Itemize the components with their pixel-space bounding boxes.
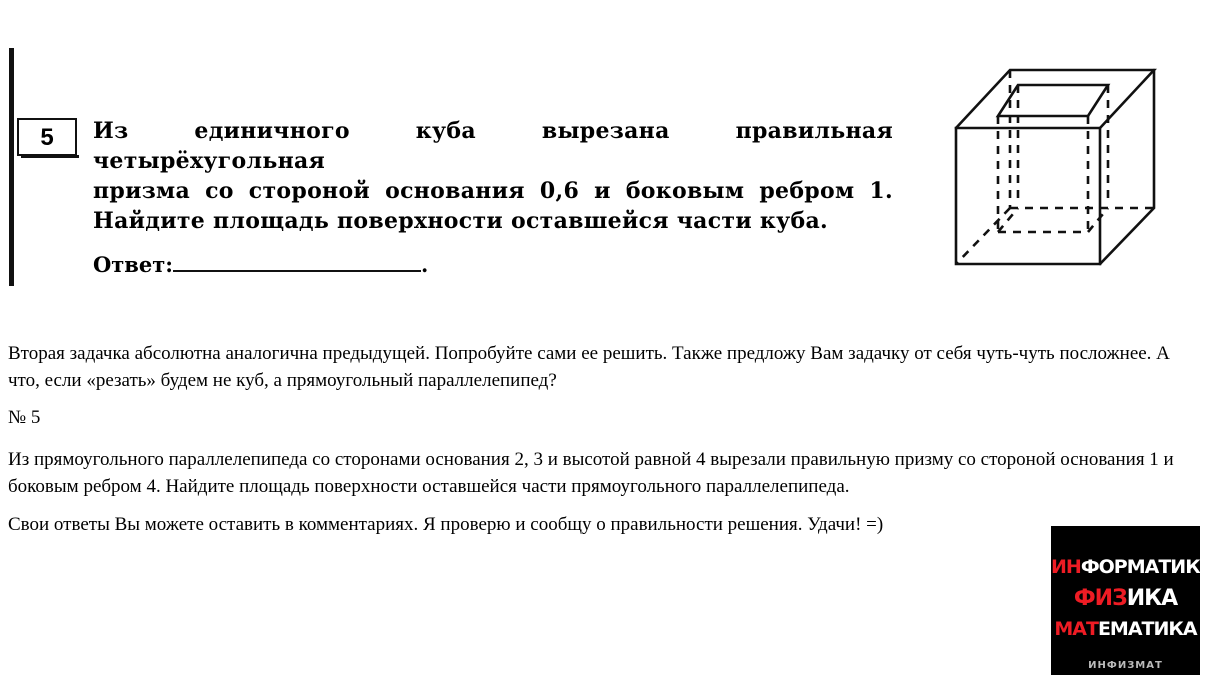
- cube-with-prism-diagram: [940, 58, 1170, 280]
- closing-paragraph: Свои ответы Вы можете оставить в комментариях. Я проверю и сообщу о правильности решения. Удачи! =): [8, 514, 884, 535]
- logo-footer: ИНФИЗМАТ: [1088, 660, 1163, 671]
- problem-line-2: призма со стороной основания 0,6 и боковым ребром 1.: [93, 178, 893, 204]
- logo-accent-3: МАТ: [1054, 618, 1098, 640]
- logo-line-fizika: [1051, 586, 1200, 611]
- answer-row: [93, 248, 428, 277]
- logo-accent-2: ФИЗ: [1073, 586, 1127, 611]
- problem-line-3: Найдите площадь поверхности оставшейся части куба.: [93, 208, 828, 234]
- answer-period: .: [421, 252, 429, 277]
- logo-rest-3: ЕМАТИКА: [1097, 618, 1197, 640]
- left-margin-bar: [9, 48, 14, 286]
- problem-number-box: [17, 118, 77, 156]
- infizmat-logo: [1051, 526, 1213, 675]
- intro-paragraph: Вторая задачка абсолютна аналогична предыдущей. Попробуйте сами ее решить. Также предложу Вам задачку от себя чуть-чуть посложнее. А что, если «резать» будем не куб, а прямоугольный параллелепипед?: [8, 343, 1170, 391]
- task-paragraph: Из прямоугольного параллелепипеда со сторонами основания 2, 3 и высотой равной 4 вырезали правильную призму со стороной основания 1 и боковым ребром 4. Найдите площадь поверхности оставшейся части прямоугольного параллелепипеда.: [8, 449, 1174, 497]
- answer-label: Ответ:: [93, 252, 174, 277]
- logo-line-informatika: [1051, 556, 1213, 578]
- answer-blank: [173, 248, 421, 272]
- problem-line-1: Из единичного куба вырезана правильная четырёхугольная: [93, 118, 893, 174]
- logo-rest-1: ФОРМАТИКА: [1080, 556, 1213, 578]
- task-number: № 5: [8, 407, 41, 428]
- logo-accent-1: ИН: [1051, 556, 1081, 578]
- logo-line-matematika: [1051, 618, 1200, 640]
- logo-rest-2: ИКА: [1126, 586, 1178, 611]
- problem-number: 5: [40, 124, 54, 151]
- problem-statement: [93, 116, 893, 236]
